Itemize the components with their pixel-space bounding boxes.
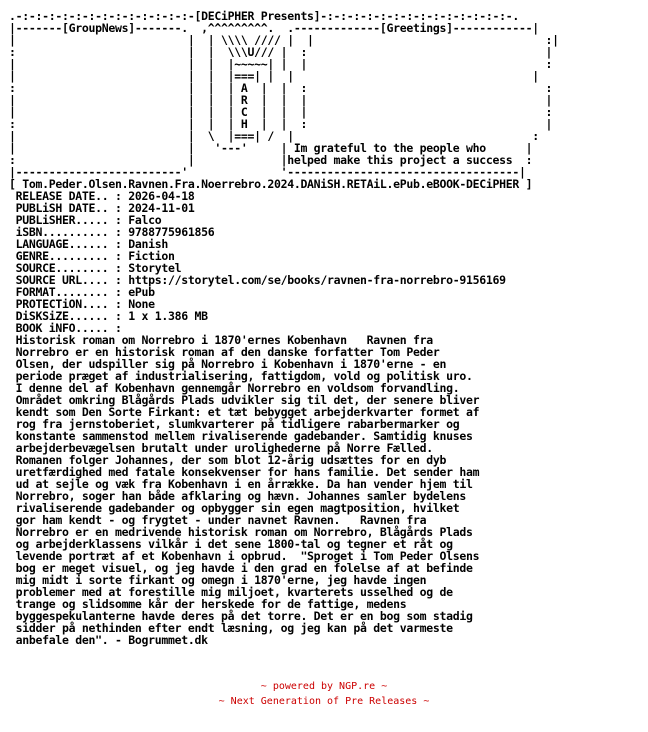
field-disksize: DiSKSiZE...... : 1 x 1.386 MB <box>15 309 208 323</box>
book-info-text: Historisk roman om Norrebro i 1870'ernes Kobenhavn Ravnen fra Norrebro er en historisk roman af den danske forfatter Tom Peder Olsen, der udspiller sig på Norrebro i Kobenhavn i 1870'erne - en periode præget af industrialisering, fattigdom, vold og politisk uro. I denne del af Kobenhavn gennemgår Norrebro en voldsom forvandling. Området omkring Blågårds Plads udvikler sig til det, der senere bliver kendt som Den Sorte Firkant: et tæt bebygget arbejderkvarter formet af rog fra jernstoberiet, slumkvarterer på tidligere rabarbermarker og konstante sammenstod mellem rivaliserende gadebander. Samtidig knuses arbejderbevægelsen brutalt under urolighederne på Norre Fælled. Romanen folger Johannes, der som blot 12-årig udsættes for en dyb uretfærdighed med fatale konsekvenser for hans familie. Det sender ham ud at sejle og væk fra Kobenhavn i en årrække. Da han vender hjem til Norrebro, soger han både afklaring og hævn. Johannes samler bydelens rivaliserende gadebander og opbygger sin egen magtposition, hvilket gor ham kendt - og frygtet - under navnet Ravnen. Ravnen fra Norrebro er en medrivende historisk roman om Norrebro, Blågårds Plads og arbejderklassens vilkår i det sene 1800-tal og tegner et råt og levende portræt af et Kobenhavn i opbrud. "Sproget i Tom Peder Olsens bog er meget visuel, og jeg havde i den grad en folelse af at befinde mig midt i sorte firkant og omegn i 1870'erne, jeg havde ingen problemer med at forestille mig miljoet, kvarterets usselhed og de trange og slidsomme kår der herskede for de fattige, medens byggespekulanterne havde deres på det torre. Det er en bog som stadig sidder på nethinden efter endt læsning, og jeg kan på det varmeste anbefale den". - Bogrummet.dk <box>15 333 480 647</box>
field-book-info: BOOK iNFO..... : <box>15 321 122 335</box>
nfo-header-art: .-:-:-:-:-:-:-:-:-:-:-:-:-:-[DECiPHER Presents]-:-:-:-:-:-:-:-:-:-:-:-:-:-:-. |-------[GroupNews]-------. ,^^^^^^^^^. .-------------[Greetings]------------| | | | \\\\ //// | | :| : | | \\\U/// | : | | | | |~~~~~| | | : | | | |===| | | | : | | | A | | : : | | | | R | | | | | | | | C | | | : : | | | H | | : | | | \ |===| / | : | | '---' | Im grateful to the people who | : | |helped make this project a success : |-------------------------' '-----------------------------------| <box>9 9 559 179</box>
field-publish-date: PUBLiSH DATE.. : 2024-11-01 <box>15 201 195 215</box>
field-protection: PROTECTiON.... : None <box>15 297 155 311</box>
field-language: LANGUAGE...... : Danish <box>15 237 168 251</box>
nfo-text <box>9 10 559 334</box>
release-name: [ Tom.Peder.Olsen.Ravnen.Fra.Noerrebro.2024.DANiSH.RETAiL.ePub.eBOOK-DECiPHER ] <box>9 177 533 191</box>
field-format: FORMAT........ : ePub <box>15 285 155 299</box>
field-publisher: PUBLiSHER..... : Falco <box>15 213 162 227</box>
field-source: SOURCE........ : Storytel <box>15 261 182 275</box>
footer-tagline: ~ Next Generation of Pre Releases ~ <box>218 696 430 707</box>
field-release-date: RELEASE DATE.. : 2026-04-18 <box>15 189 195 203</box>
field-genre: GENRE......... : Fiction <box>15 249 175 263</box>
field-source-url: SOURCE URL.... : https://storytel.com/se/books/ravnen-fra-norrebro-9156169 <box>15 273 506 287</box>
field-isbn: iSBN.......... : 9788775961856 <box>15 225 215 239</box>
footer-powered-by: ~ powered by NGP.re ~ <box>260 681 388 692</box>
